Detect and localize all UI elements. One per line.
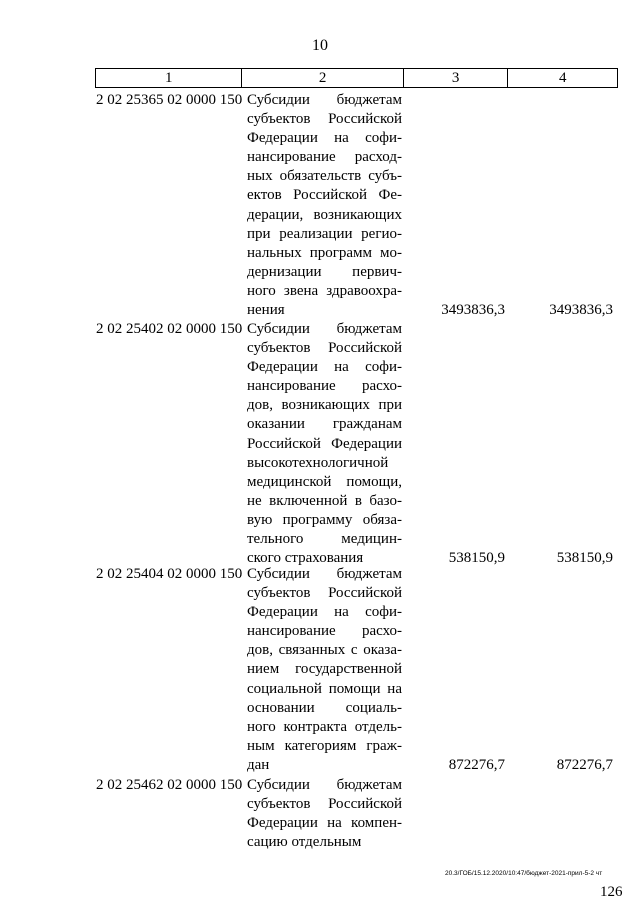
description-line: субъектов Российской [247,585,402,602]
row-code: 2 02 25365 02 0000 150 [96,92,243,108]
description-line: основании социаль- [247,699,402,716]
description-line: медицинской помощи, [247,473,402,490]
row-value-col4: 3493836,3 [549,302,613,319]
description-line: ных обязательств субъ- [247,168,402,185]
description-line: Субсидии бюджетам [247,92,402,108]
description-line: Федерации на софи- [247,130,402,147]
description-line: нием государственной [247,661,402,678]
description-line: Субсидии бюджетам [247,321,402,337]
description-line: при реализации регио- [247,225,402,242]
description-line: ского страхования [247,550,364,567]
description-line: Субсидии бюджетам [247,566,402,582]
document-reference: 20.3/ГОБ/15.12.2020/10:47/бюджет-2021-прил-5-2 чт [445,870,603,877]
description-line: нансирование расхо- [247,378,402,395]
row-code: 2 02 25402 02 0000 150 [96,321,243,337]
row-description [247,91,402,320]
header-col-1: 1 [96,69,242,87]
row-value-col3: 538150,9 [448,550,505,567]
description-line: Федерации на компен- [247,815,402,832]
description-line: ным категориям граж- [247,737,402,754]
row-description [247,776,402,852]
description-line: дернизации первич- [247,263,402,280]
description-line: дан [247,756,270,773]
description-line: нансирование расход- [247,149,402,166]
row-value-col4: 872276,7 [556,757,613,773]
description-line: тельного медицин- [247,531,402,548]
header-col-2: 2 [242,69,403,87]
description-line: высокотехнологичной [247,454,389,471]
description-line: дерации, возникающих [247,206,402,223]
description-line: дов, возникающих при [247,397,402,414]
description-line: вую программу обяза- [247,511,402,528]
description-line: дов, связанных с оказа- [247,642,402,659]
description-line: субъектов Российской [247,111,402,128]
description-line: нансирование расхо- [247,623,402,640]
description-line: ектов Российской Фе- [247,187,402,204]
description-line: ного контракта отдель- [247,718,402,735]
header-col-3: 3 [404,69,509,87]
row-value-col4: 538150,9 [556,550,613,567]
description-line: сацию отдельным [247,834,362,851]
row-description [247,565,402,775]
description-line: Федерации на софи- [247,604,402,621]
description-line: оказании гражданам [247,416,402,433]
row-value-col3: 872276,7 [448,757,505,773]
description-line: не включенной в базо- [247,492,402,509]
description-line: Федерации на софи- [247,359,402,376]
description-line: субъектов Российской [247,340,402,357]
description-line: субъектов Российской [247,796,402,813]
description-line: нения [247,302,285,319]
row-code: 2 02 25404 02 0000 150 [96,566,243,582]
description-line: социальной помощи на [247,680,402,697]
row-code: 2 02 25462 02 0000 150 [96,777,243,793]
description-line: нальных программ мо- [247,244,402,261]
description-line: Субсидии бюджетам [247,777,402,793]
description-line: ного звена здравоохра- [247,282,402,299]
description-line: Российской Федерации [247,435,402,452]
table-header [95,68,618,88]
row-description [247,320,402,568]
page-number: 10 [312,37,328,54]
sheet-number: 126 [600,884,623,900]
header-col-4: 4 [558,70,567,86]
row-value-col3: 3493836,3 [441,302,505,319]
